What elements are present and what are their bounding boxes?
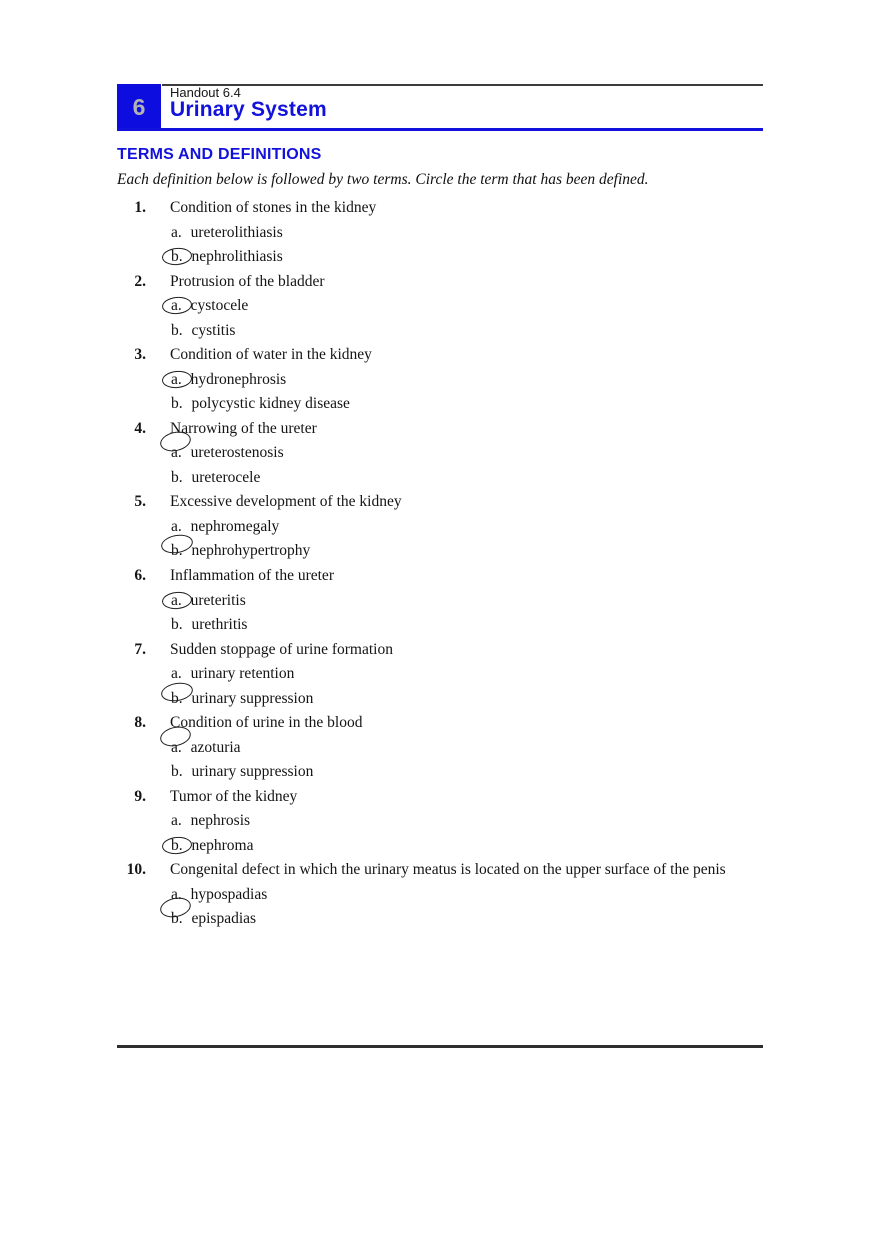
option-row: [117, 466, 763, 491]
instructions-text: Each definition below is followed by two terms. Circle the term that has been defined.: [117, 171, 649, 188]
option-row: [117, 515, 763, 540]
option-inner: [171, 834, 253, 859]
question-number: 6.: [134, 566, 146, 584]
option-term: azoturia: [190, 738, 241, 756]
question-row: [117, 858, 763, 883]
option-inner: [171, 589, 246, 614]
question-definition: Excessive development of the kidney: [170, 493, 402, 511]
option-term: epispadias: [191, 910, 257, 928]
option-term: hypospadias: [190, 885, 268, 903]
option-term: urethritis: [191, 616, 248, 634]
option-label: b.: [171, 910, 187, 928]
question-definition: Inflammation of the ureter: [170, 566, 334, 584]
option-row: [117, 392, 763, 417]
option-label: b.: [171, 542, 187, 560]
option-inner: [171, 392, 350, 417]
question-number: 4.: [134, 419, 146, 437]
option-inner: [171, 907, 256, 932]
option-inner: [171, 539, 310, 564]
question-block: [117, 343, 763, 417]
option-term: nephroma: [191, 836, 254, 854]
questions-list: [117, 196, 763, 932]
unit-number-badge: [117, 84, 161, 130]
question-definition: Protrusion of the bladder: [170, 272, 325, 290]
question-number: 10.: [126, 861, 146, 879]
question-definition: Congenital defect in which the urinary meatus is located on the upper surface of the penis: [170, 861, 726, 879]
option-term: ureterolithiasis: [190, 223, 283, 241]
option-row: [117, 539, 763, 564]
option-row: [117, 736, 763, 761]
option-row: [117, 809, 763, 834]
option-label: b.: [171, 763, 187, 781]
question-definition: Condition of urine in the blood: [170, 714, 363, 732]
question-row: [117, 711, 763, 736]
question-number: 9.: [134, 787, 146, 805]
option-row: [117, 441, 763, 466]
option-inner: [171, 221, 283, 246]
option-term: urinary suppression: [191, 763, 314, 781]
option-label: a.: [171, 517, 186, 535]
option-term: nephrohypertrophy: [191, 542, 311, 560]
option-inner: [171, 515, 279, 540]
option-term: ureterostenosis: [190, 444, 284, 462]
option-term: cystocele: [190, 297, 249, 315]
question-definition: Sudden stoppage of urine formation: [170, 640, 393, 658]
question-block: [117, 564, 763, 638]
option-label: b.: [171, 248, 187, 266]
option-row: [117, 907, 763, 932]
question-number: 7.: [134, 640, 146, 658]
option-term: cystitis: [191, 321, 236, 339]
option-row: [117, 294, 763, 319]
option-row: [117, 760, 763, 785]
question-block: [117, 858, 763, 932]
question-row: [117, 564, 763, 589]
question-block: [117, 785, 763, 859]
option-term: hydronephrosis: [190, 370, 287, 388]
option-inner: [171, 883, 267, 908]
question-number: 3.: [134, 346, 146, 364]
option-label: a.: [171, 297, 186, 315]
page-title: Urinary System: [170, 98, 327, 121]
option-row: [117, 368, 763, 393]
question-definition: Narrowing of the ureter: [170, 419, 317, 437]
option-row: [117, 883, 763, 908]
option-label: a.: [171, 223, 186, 241]
option-row: [117, 662, 763, 687]
header-top-rule: [162, 84, 763, 86]
header-bottom-rule: [117, 128, 763, 131]
option-row: [117, 687, 763, 712]
option-inner: [171, 368, 286, 393]
option-inner: [171, 760, 313, 785]
option-label: a.: [171, 665, 186, 683]
question-row: [117, 638, 763, 663]
question-block: [117, 270, 763, 344]
option-inner: [171, 613, 247, 638]
option-term: nephromegaly: [190, 517, 280, 535]
option-label: a.: [171, 738, 186, 756]
question-number: 1.: [134, 199, 146, 216]
option-label: b.: [171, 395, 187, 413]
option-inner: [171, 319, 235, 344]
option-row: [117, 319, 763, 344]
option-inner: [171, 441, 284, 466]
option-inner: [171, 736, 241, 761]
option-term: nephrolithiasis: [191, 248, 283, 266]
section-heading: TERMS AND DEFINITIONS: [117, 146, 322, 163]
question-definition: Condition of water in the kidney: [170, 346, 372, 364]
option-label: b.: [171, 321, 187, 339]
option-label: a.: [171, 591, 186, 609]
option-inner: [171, 809, 250, 834]
option-term: nephrosis: [190, 812, 251, 830]
option-row: [117, 221, 763, 246]
question-block: [117, 417, 763, 491]
unit-number: 6: [132, 93, 146, 120]
question-row: [117, 343, 763, 368]
question-number: 5.: [134, 493, 146, 511]
question-definition: Tumor of the kidney: [170, 787, 298, 805]
option-inner: [171, 466, 260, 491]
option-label: a.: [171, 370, 186, 388]
option-row: [117, 245, 763, 270]
handout-header: [117, 84, 763, 131]
handout-label: Handout 6.4: [170, 85, 241, 100]
option-row: [117, 589, 763, 614]
question-definition: Condition of stones in the kidney: [170, 199, 377, 216]
option-label: b.: [171, 689, 187, 707]
question-row: [117, 196, 763, 221]
question-block: [117, 196, 763, 270]
option-inner: [171, 662, 294, 687]
option-inner: [171, 245, 283, 270]
option-label: b.: [171, 468, 187, 486]
question-row: [117, 417, 763, 442]
question-number: 2.: [134, 272, 146, 290]
option-row: [117, 613, 763, 638]
option-term: urinary suppression: [191, 689, 314, 707]
option-term: ureteritis: [190, 591, 246, 609]
option-label: b.: [171, 836, 187, 854]
option-label: a.: [171, 885, 186, 903]
option-term: polycystic kidney disease: [191, 395, 350, 413]
option-inner: [171, 687, 313, 712]
footer-rule: [117, 1045, 763, 1048]
option-label: a.: [171, 812, 186, 830]
option-term: urinary retention: [190, 665, 295, 683]
option-row: [117, 834, 763, 859]
question-block: [117, 711, 763, 785]
question-number: 8.: [134, 714, 146, 732]
question-row: [117, 785, 763, 810]
question-block: [117, 490, 763, 564]
option-inner: [171, 294, 248, 319]
question-row: [117, 490, 763, 515]
question-block: [117, 638, 763, 712]
option-label: b.: [171, 616, 187, 634]
option-term: ureterocele: [191, 468, 261, 486]
question-row: [117, 270, 763, 295]
option-label: a.: [171, 444, 186, 462]
